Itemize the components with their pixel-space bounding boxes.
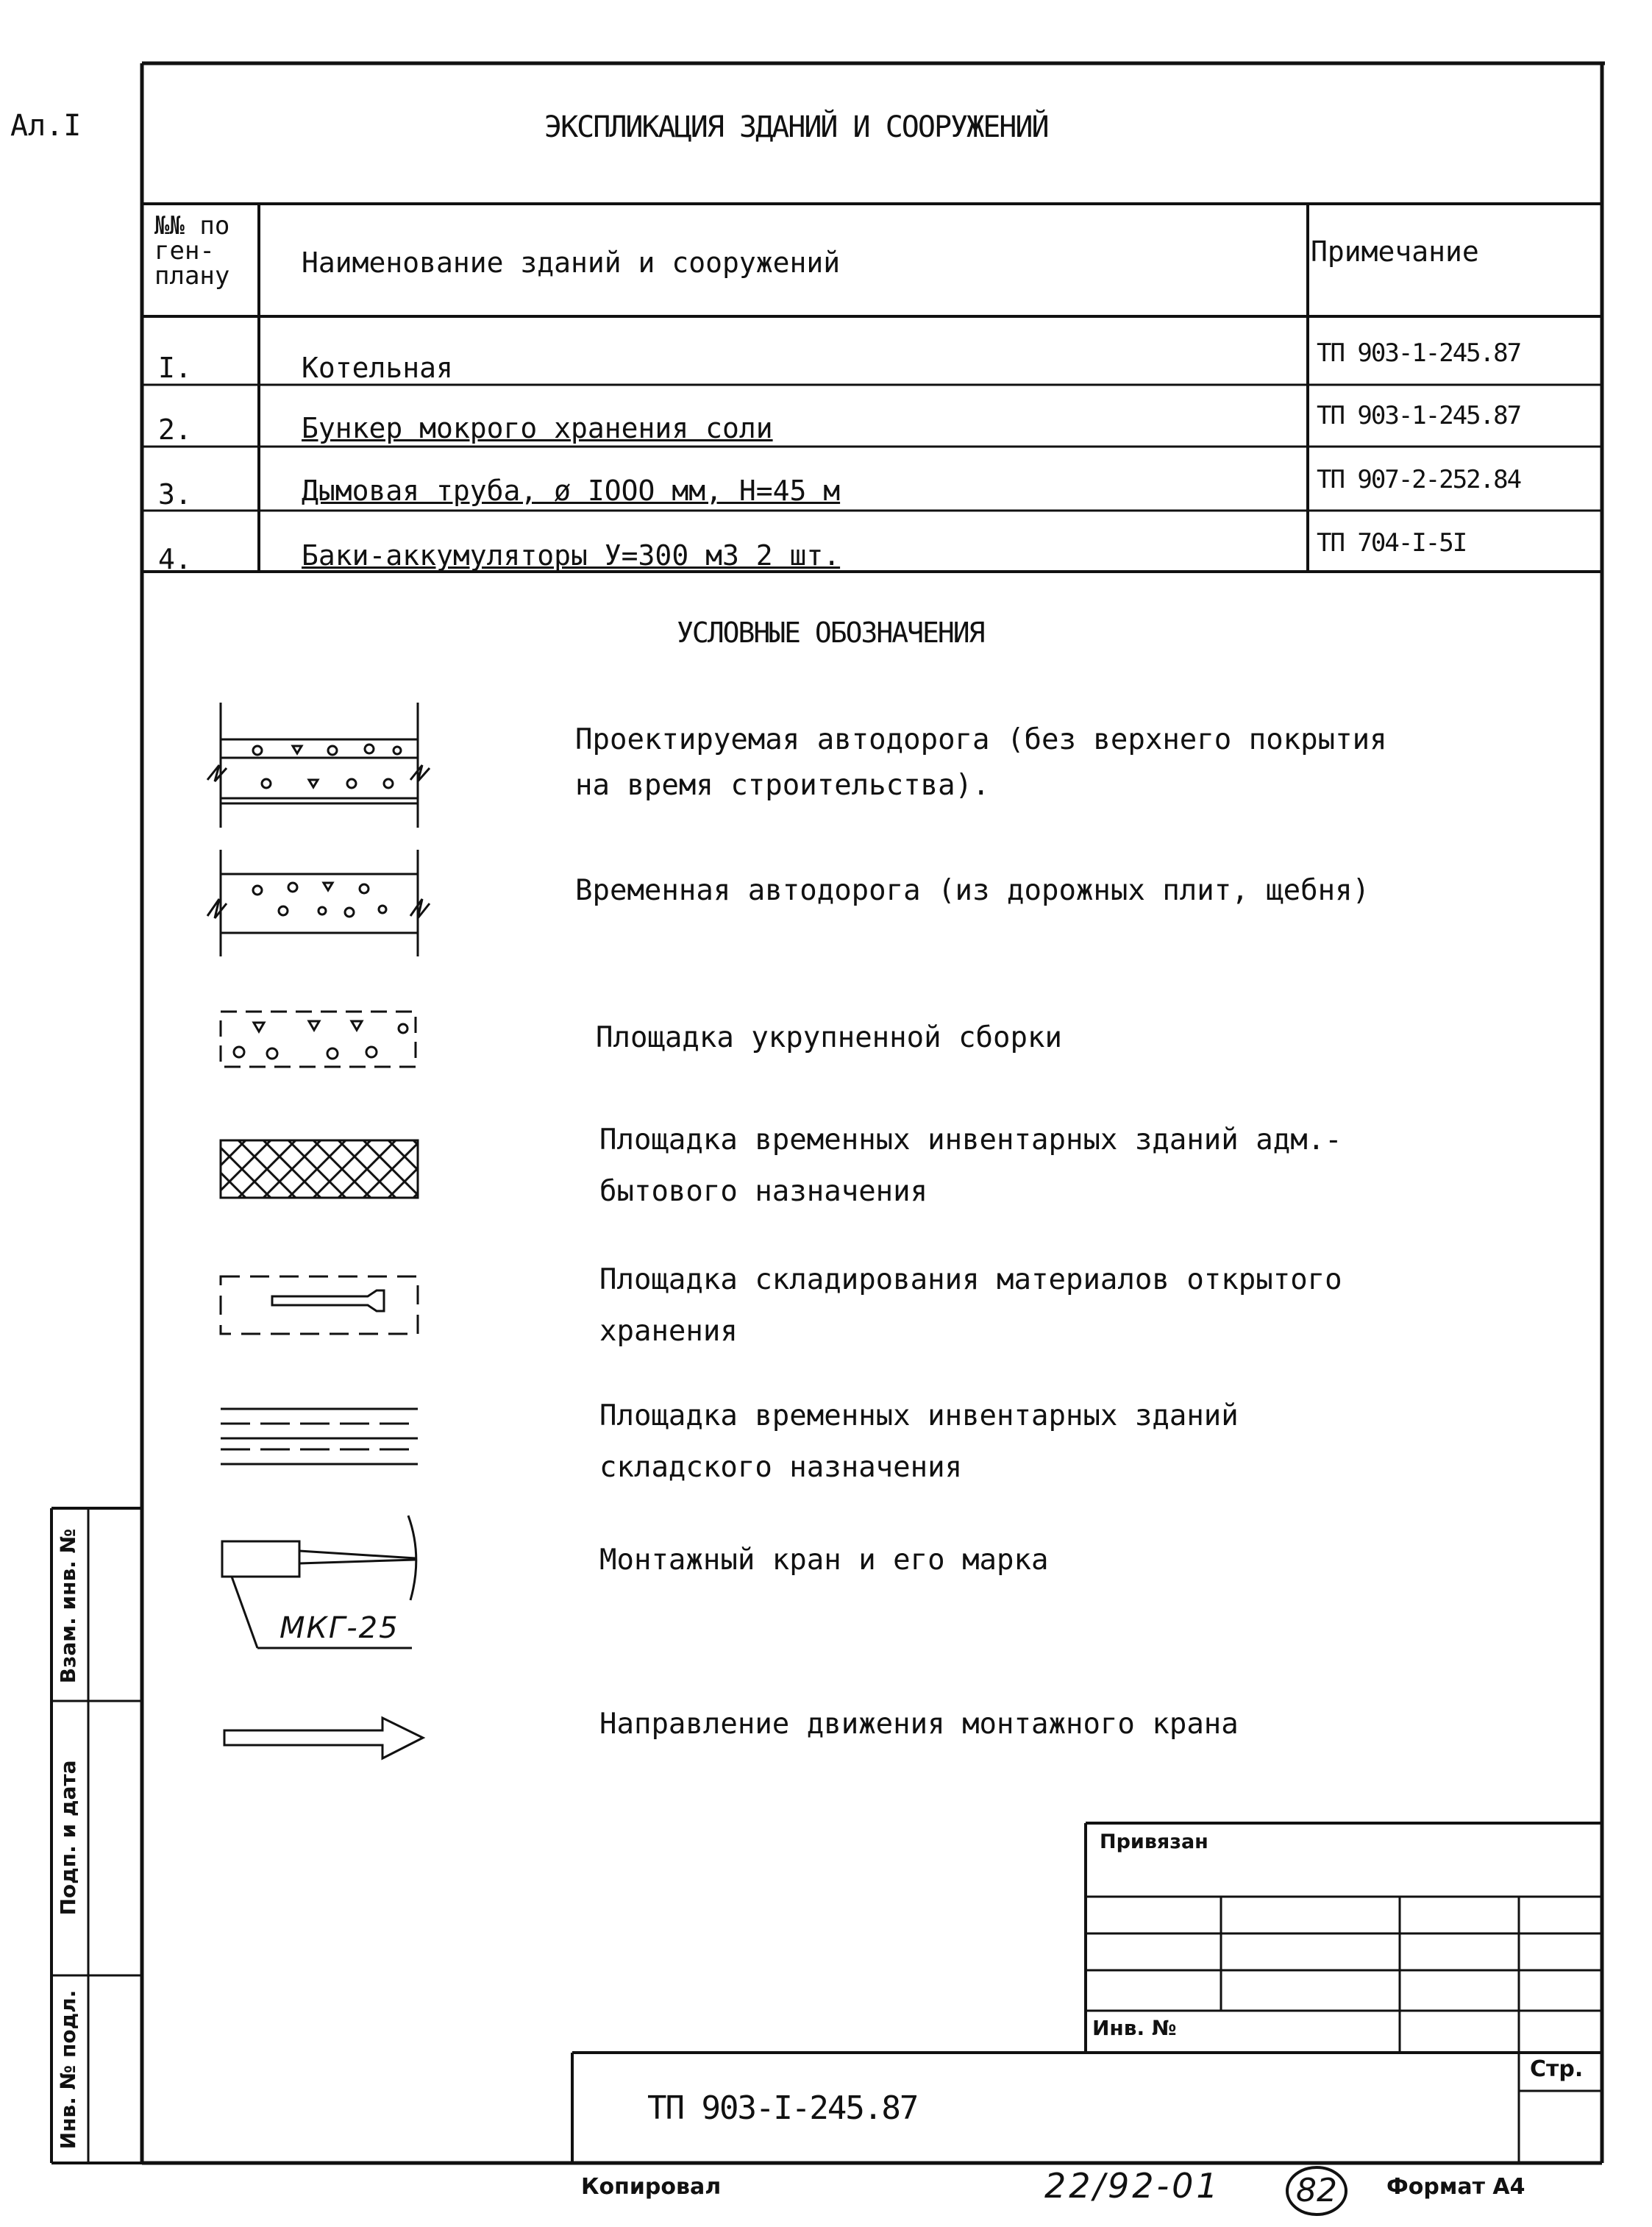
legend-item-admin-buildings: Площадка временных инвентарных зданий адм.- бытового назначения — [599, 1123, 1342, 1208]
row-note: ТП 704-I-5I — [1317, 528, 1467, 558]
open-storage-site-symbol — [221, 1276, 418, 1334]
copied-label: Копировал — [581, 2174, 722, 2200]
row-note: ТП 907-2-252.84 — [1317, 465, 1521, 494]
crane-direction-arrow-symbol — [224, 1718, 423, 1758]
row-name: Баки-аккумуляторы У=300 м3 2 шт. — [302, 539, 841, 572]
row-note: ТП 903-1-245.87 — [1317, 401, 1521, 430]
designed-road-symbol — [207, 703, 430, 828]
stamp-original-inv: Инв. № подл. — [56, 1989, 80, 2150]
header-note: Примечание — [1311, 235, 1479, 268]
legend-title: УСЛОВНЫЕ ОБОЗНАЧЕНИЯ — [677, 617, 984, 649]
temporary-road-symbol — [207, 850, 430, 956]
admin-buildings-site-symbol — [163, 1140, 471, 1198]
document-code: ТП 903-I-245.87 — [647, 2089, 918, 2127]
handwritten-number: 22/92-01 — [1044, 2166, 1221, 2206]
row-name: Котельная — [302, 352, 453, 384]
bound-label: Привязан — [1100, 1830, 1208, 1853]
row-number: 2. — [158, 413, 192, 446]
stamp-signature-date: Подп. и дата — [56, 1760, 80, 1916]
page-label: Стр. — [1530, 2056, 1584, 2082]
header-name: Наименование зданий и сооружений — [302, 246, 841, 279]
page-title: ЭКСПЛИКАЦИЯ ЗДАНИЙ И СООРУЖЕНИЙ — [544, 110, 1048, 144]
header-number: №№ по ген- плану — [154, 211, 230, 291]
legend-item-warehouse-buildings: Площадка временных инвентарных зданий складского назначения — [599, 1399, 1239, 1484]
legend-item-crane: Монтажный кран и его марка — [599, 1544, 1049, 1577]
legend-item-temporary-road: Временная автодорога (из дорожных плит, щебня) — [575, 874, 1370, 907]
row-number: I. — [158, 352, 192, 384]
legend-item-crane-direction: Направление движения монтажного крана — [599, 1708, 1239, 1741]
legend-item-open-storage: Площадка складирования материалов открытого хранения — [599, 1263, 1342, 1348]
row-name: Бункер мокрого хранения соли — [302, 412, 773, 444]
row-name: Дымовая труба, ø IООО мм, H=45 м — [302, 475, 841, 507]
row-number: 4. — [158, 543, 192, 575]
warehouse-buildings-site-symbol — [221, 1409, 418, 1464]
crane-mark-label: МКГ-25 — [280, 1611, 399, 1645]
legend-item-designed-road: Проектируемая автодорога (без верхнего покрытия на время строительства). — [575, 723, 1387, 802]
sheet-label: Ал.I — [10, 109, 82, 143]
legend-item-assembly-site: Площадка укрупненной сборки — [596, 1021, 1062, 1054]
row-note: ТП 903-1-245.87 — [1317, 338, 1521, 368]
stamp-replacement-inv: Взам. инв. № — [56, 1528, 80, 1684]
circled-number: 82 — [1296, 2172, 1337, 2209]
assembly-site-symbol — [221, 1012, 416, 1067]
row-number: 3. — [158, 478, 192, 511]
format-label: Формат А4 — [1386, 2174, 1525, 2200]
inv-label: Инв. № — [1092, 2016, 1177, 2040]
